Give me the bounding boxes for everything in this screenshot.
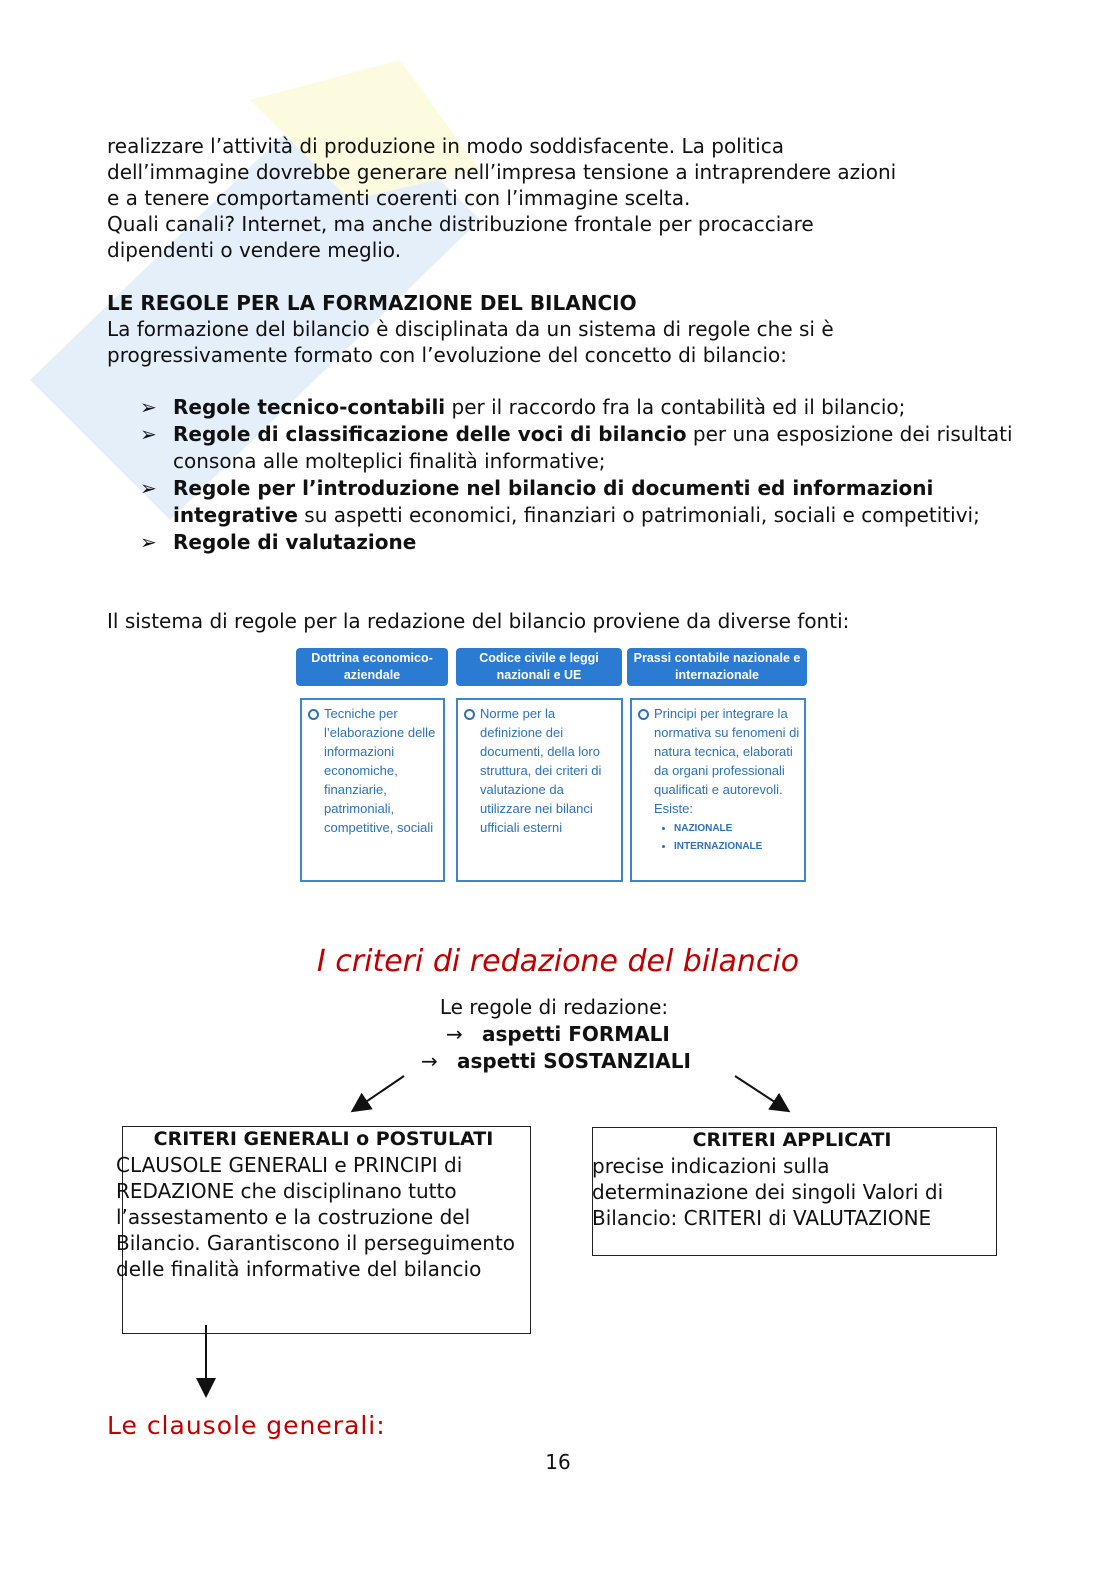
circle-bullet-icon xyxy=(308,709,319,720)
source-header-prassi: Prassi contabile nazionale e internazionale xyxy=(627,648,807,686)
source-box-prassi xyxy=(630,698,806,882)
criteri-applicati-text: precise indicazioni sulla determinazione dei singoli Valori di Bilancio: CRITERI di VALUTAZIONE xyxy=(592,1154,944,1230)
criteri-applicati-content xyxy=(592,1127,992,1231)
sub-item-internazionale: • INTERNAZIONALE xyxy=(674,838,800,856)
clausole-heading: Le clausole generali: xyxy=(107,1411,386,1440)
text-line: e a tenere comportamenti coerenti con l’immagine scelta. xyxy=(107,186,691,210)
text-line: Quali canali? Internet, ma anche distribuzione frontale per procacciare xyxy=(107,212,814,236)
page-number: 16 xyxy=(545,1450,571,1474)
rule-bold: Regole di classificazione delle voci di bilancio xyxy=(173,422,687,446)
source-header-dottrina: Dottrina economico-aziendale xyxy=(296,648,448,686)
source-box-text: Norme per la definizione dei documenti, della loro struttura, dei criteri di valutazione da utilizzare nei bilanci ufficiali esterni xyxy=(480,706,602,835)
rule-bold: Regole di valutazione xyxy=(173,530,417,554)
aspetto-sostanziali: aspetti SOSTANZIALI xyxy=(457,1049,691,1073)
rule-item xyxy=(140,394,1015,421)
criteri-title: I criteri di redazione del bilancio xyxy=(316,944,800,979)
rules-intro-paragraph xyxy=(107,316,1007,368)
rule-bold: Regole per l’introduzione nel bilancio di documenti ed informazioni integrative xyxy=(173,476,934,527)
circle-bullet-icon xyxy=(464,709,475,720)
rule-item xyxy=(140,421,1015,475)
arrow-right-icon xyxy=(735,1076,787,1110)
criteri-generali-content xyxy=(116,1126,531,1282)
arrow-bullet-icon: ➢ xyxy=(140,422,157,446)
right-arrow-icon: → xyxy=(446,1022,463,1046)
sources-intro: Il sistema di regole per la redazione del bilancio proviene da diverse fonti: xyxy=(107,609,850,633)
source-box-dottrina xyxy=(300,698,445,882)
rule-text: per il raccordo fra la contabilità ed il bilancio; xyxy=(445,395,906,419)
text-line: realizzare l’attività di produzione in modo soddisfacente. La politica xyxy=(107,134,784,158)
aspetto-formali: aspetti FORMALI xyxy=(482,1022,670,1046)
circle-bullet-icon xyxy=(638,709,649,720)
rule-item xyxy=(140,529,1015,556)
source-box-text: Tecniche per l’elaborazione delle informazioni economiche, finanziarie, patrimoniali, competitive, sociali xyxy=(324,706,436,835)
criteri-generali-text: CLAUSOLE GENERALI e PRINCIPI di REDAZIONE che disciplinano tutto l’assestamento e la costruzione del Bilancio. Garantiscono il perseguimento delle finalità informative del bilancio xyxy=(116,1153,516,1281)
rule-bold: Regole tecnico-contabili xyxy=(173,395,446,419)
rule-item xyxy=(140,475,1015,529)
criteri-generali-title: CRITERI GENERALI o POSTULATI xyxy=(153,1128,494,1150)
source-box-codice xyxy=(456,698,623,882)
arrow-bullet-icon: ➢ xyxy=(140,395,157,419)
intro-paragraph xyxy=(107,133,1007,263)
sub-list xyxy=(654,820,800,856)
sources-diagram xyxy=(296,648,808,884)
source-box-text: Principi per integrare la normativa su fenomeni di natura tecnica, elaborati da organi professionali qualificati e autorevoli. Esiste: xyxy=(654,706,800,816)
section-heading: LE REGOLE PER LA FORMAZIONE DEL BILANCIO xyxy=(107,291,637,315)
text-line: La formazione del bilancio è disciplinata da un sistema di regole che si è xyxy=(107,317,834,341)
source-header-codice: Codice civile e leggi nazionali e UE xyxy=(456,648,622,686)
text-line: dell’immagine dovrebbe generare nell’impresa tensione a intraprendere azioni xyxy=(107,160,897,184)
text-line: dipendenti o vendere meglio. xyxy=(107,238,402,262)
sub-item-nazionale: • NAZIONALE xyxy=(674,820,800,838)
rule-text: su aspetti economici, finanziari o patrimoniali, sociali e competitivi; xyxy=(297,503,980,527)
criteri-applicati-title: CRITERI APPLICATI xyxy=(692,1129,892,1151)
rule-text: per una esposizione dei risultati consona alle molteplici finalità informative; xyxy=(173,422,1013,473)
regole-line: Le regole di redazione: xyxy=(439,995,669,1019)
right-arrow-icon: → xyxy=(421,1049,438,1073)
arrow-bullet-icon: ➢ xyxy=(140,476,157,500)
rules-list xyxy=(140,394,1015,556)
arrow-left-icon xyxy=(354,1076,404,1110)
arrow-bullet-icon: ➢ xyxy=(140,530,157,554)
text-line: progressivamente formato con l’evoluzione del concetto di bilancio: xyxy=(107,343,787,367)
